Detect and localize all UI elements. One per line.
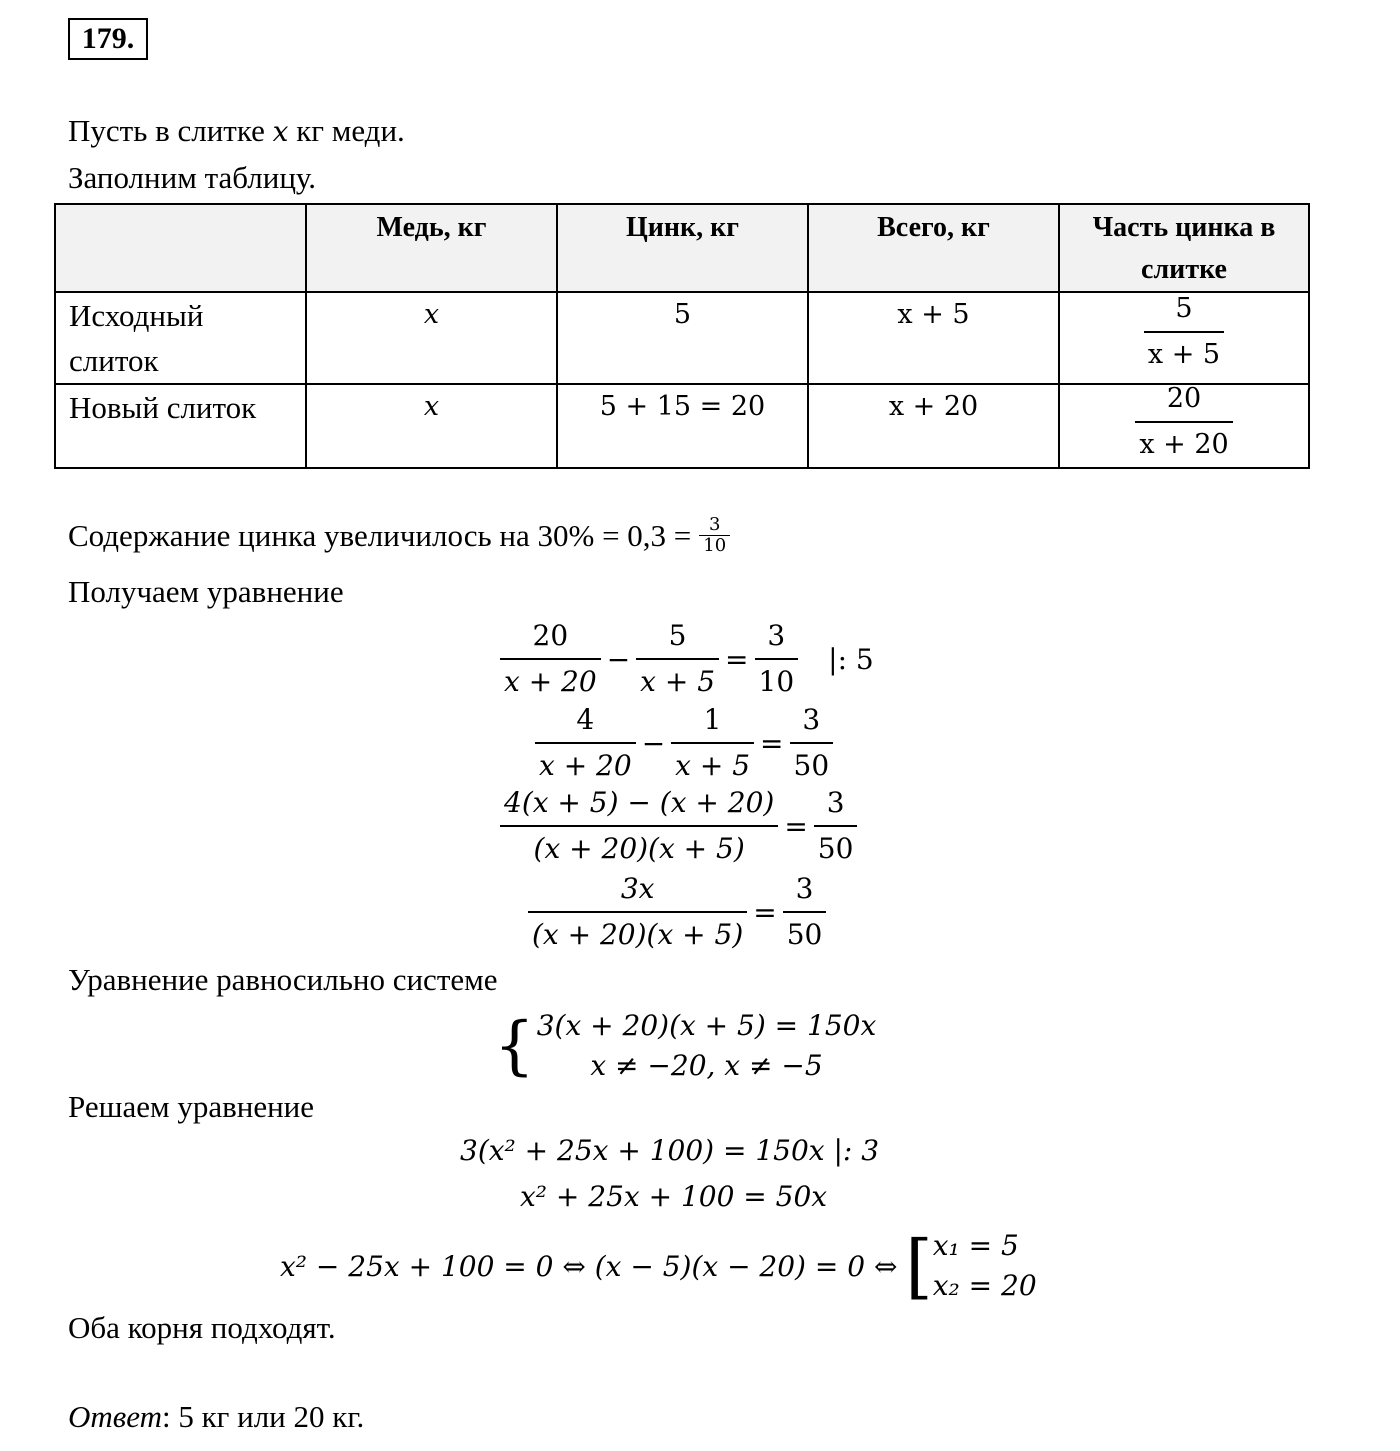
table-header: Цинк, кг	[557, 204, 808, 292]
answer	[68, 1399, 364, 1435]
cell-total: x + 20	[808, 384, 1059, 468]
brace-icon: {	[494, 1009, 535, 1083]
answer-label: Ответ	[68, 1399, 162, 1434]
equation-system: { 3(x + 20)(x + 5) = 150x x ≠ −20, x ≠ −5	[494, 1009, 877, 1083]
bracket-icon: [	[905, 1225, 933, 1307]
solve-step-2: x² + 25x + 100 = 50x	[520, 1180, 828, 1213]
data-table	[54, 203, 1310, 469]
table-header: Часть цинка в слитке	[1059, 204, 1309, 292]
cell-zinc: 5	[557, 292, 808, 384]
intro-line-1: Пусть в слитке x кг меди.	[68, 113, 405, 148]
solve-step-3: x² − 25x + 100 = 0 ⇔ (x − 5)(x − 20) = 0 ⇔ [ x₁ = 5 x₂ = 20	[280, 1225, 1037, 1307]
table-header-row	[55, 204, 1309, 292]
equation-3: $\frac{4(x + 5) - (x + 20)}{(x + 20)(x + 5)}$ = $\frac{3}{50}$	[500, 781, 857, 871]
conclusion: Оба корня подходят.	[68, 1310, 336, 1345]
system-intro: Уравнение равносильно системе	[68, 962, 498, 997]
problem-number: 179.	[68, 18, 148, 60]
row-label: Исходный слиток	[55, 292, 306, 384]
cell-copper: x	[306, 384, 557, 468]
table-row	[55, 384, 1309, 468]
table-header	[55, 204, 306, 292]
equation-intro: Получаем уравнение	[68, 574, 344, 609]
zinc-increase-line: Содержание цинка увеличилось на 30% = 0,3 = $\frac{3}{10}$	[68, 515, 730, 556]
equation-4: $\frac{3x}{(x + 20)(x + 5)}$ = $\frac{3}{50}$	[528, 867, 826, 957]
solve-step-1: 3(x² + 25x + 100) = 150x |: 3	[460, 1134, 880, 1167]
table-header: Всего, кг	[808, 204, 1059, 292]
cell-total: x + 5	[808, 292, 1059, 384]
equation-1: $\frac{20}{x + 20}$ − $\frac{5}{x + 5}$ = $\frac{3}{10}$ |: 5	[500, 614, 874, 704]
cell-copper: x	[306, 292, 557, 384]
table-row	[55, 292, 1309, 384]
row-label: Новый слиток	[55, 384, 306, 468]
cell-part: $\frac{5}{x + 5}$	[1059, 292, 1309, 384]
table-header: Медь, кг	[306, 204, 557, 292]
cell-zinc: 5 + 15 = 20	[557, 384, 808, 468]
cell-part: $\frac{20}{x + 20}$	[1059, 384, 1309, 468]
equation-2: $\frac{4}{x + 20}$ − $\frac{1}{x + 5}$ = $\frac{3}{50}$	[535, 698, 833, 788]
answer-text: : 5 кг или 20 кг.	[161, 1399, 365, 1434]
intro-line-2: Заполним таблицу.	[68, 160, 317, 195]
solve-intro: Решаем уравнение	[68, 1089, 315, 1124]
